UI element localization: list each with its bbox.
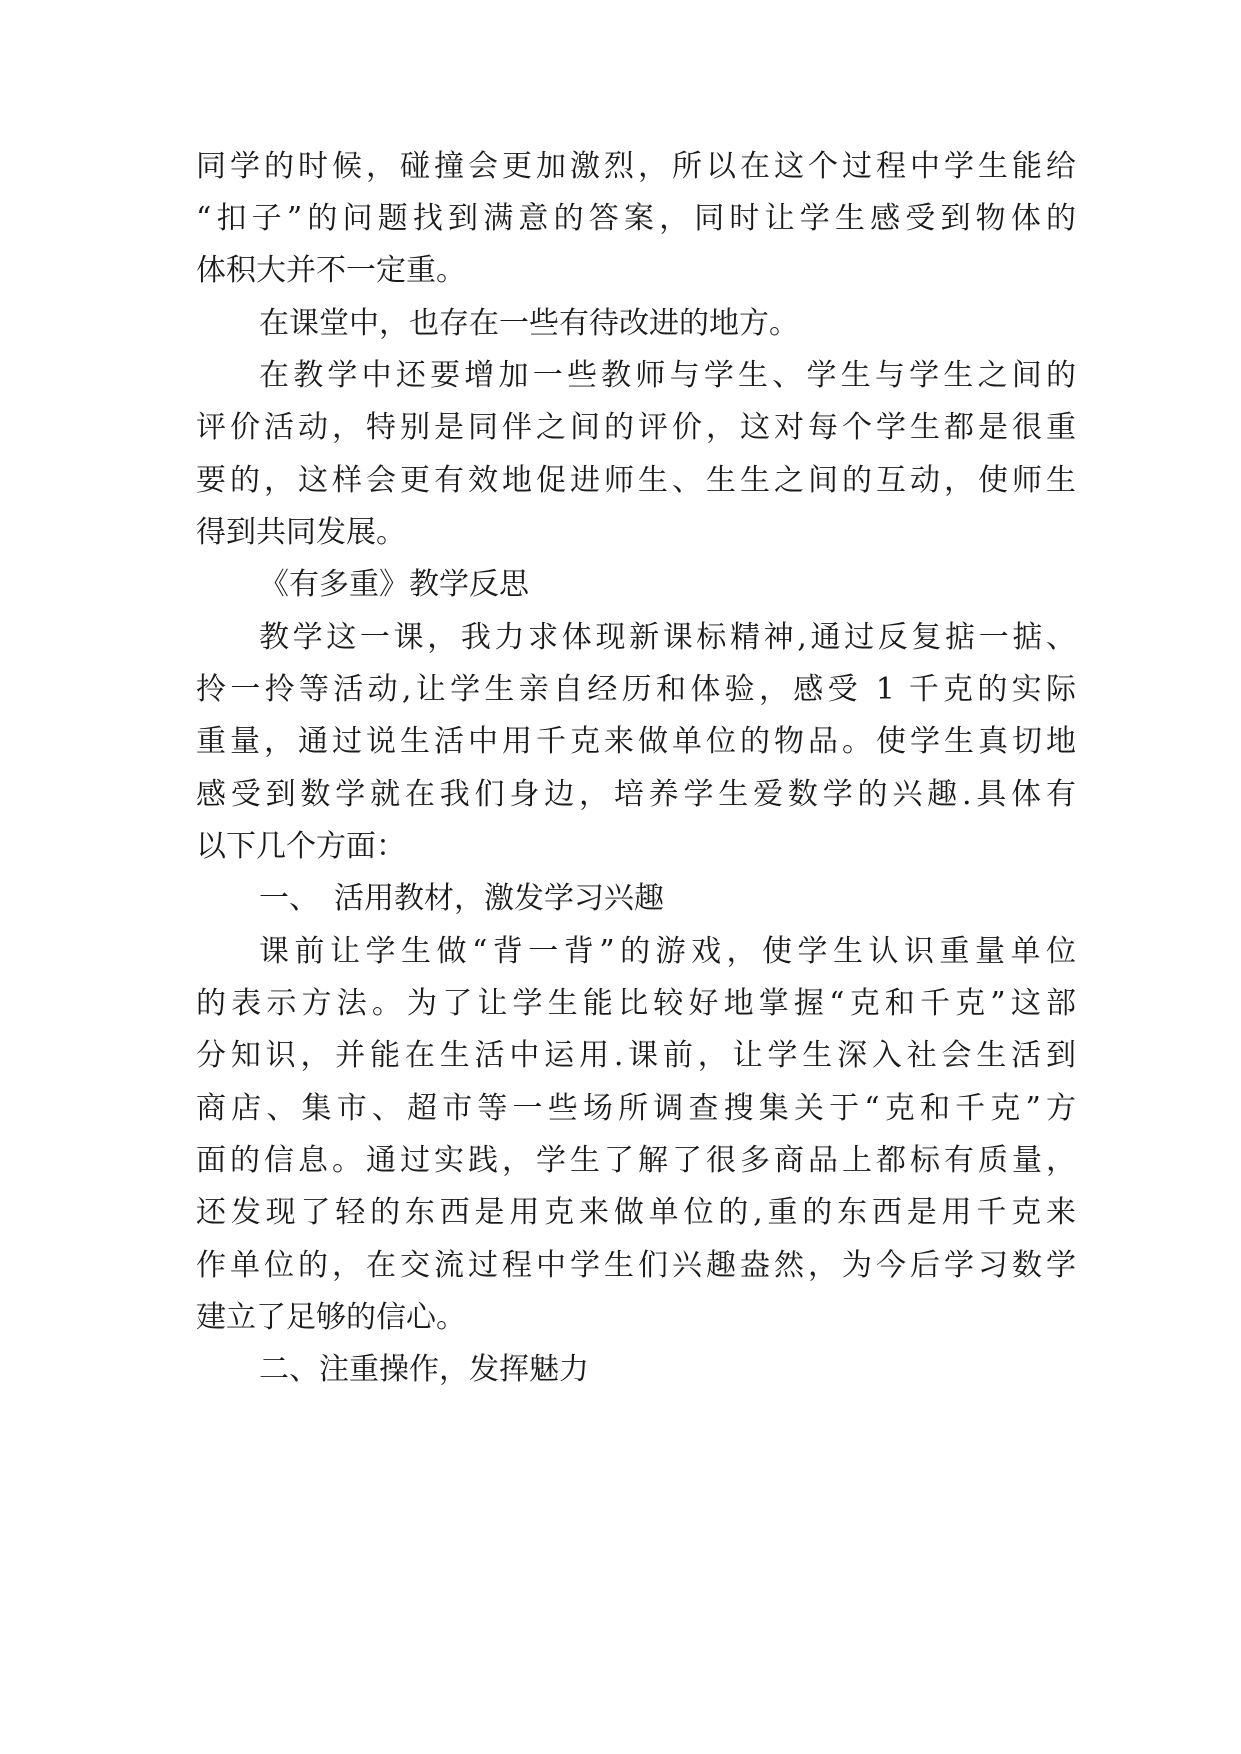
text-line: 建立了足够的信心。: [196, 1300, 466, 1335]
paragraph-line: 教学这一课，我力求体现新课标精神,通过反复掂一掂、: [259, 620, 1076, 655]
text-line: 感受到数学就在我们身边，培养学生爱数学的兴趣.具体有: [196, 777, 1076, 812]
text-line: 面的信息。通过实践，学生了解了很多商品上都标有质量，: [196, 1143, 1076, 1178]
text-line: 作单位的，在交流过程中学生们兴趣盎然，为今后学习数学: [196, 1248, 1076, 1283]
subsection-heading: 二、注重操作，发挥魅力: [259, 1352, 589, 1387]
text-line: 以下几个方面：: [196, 829, 406, 864]
text-line: 评价活动，特别是同伴之间的评价，这对每个学生都是很重: [196, 410, 1076, 445]
paragraph-line: 在课堂中，也存在一些有待改进的地方。: [259, 306, 799, 341]
text-line: 的表示方法。为了让学生能比较好地掌握“克和千克”这部: [196, 986, 1076, 1021]
text-line: 重量，通过说生活中用千克来做单位的物品。使学生真切地: [196, 724, 1076, 759]
section-title: 《有多重》教学反思: [259, 567, 529, 602]
subsection-heading: 一、 活用教材，激发学习兴趣: [259, 881, 664, 916]
paragraph-line: 在教学中还要增加一些教师与学生、学生与学生之间的: [259, 358, 1076, 393]
text-line: 还发现了轻的东西是用克来做单位的,重的东西是用千克来: [196, 1195, 1076, 1230]
paragraph-line: 课前让学生做“背一背”的游戏，使学生认识重量单位: [259, 934, 1076, 969]
text-line: “扣子”的问题找到满意的答案，同时让学生感受到物体的: [196, 201, 1076, 236]
text-line: 同学的时候，碰撞会更加激烈，所以在这个过程中学生能给: [196, 149, 1076, 184]
text-line: 体积大并不一定重。: [196, 253, 466, 288]
text-line: 要的，这样会更有效地促进师生、生生之间的互动，使师生: [196, 463, 1076, 498]
text-line: 商店、集市、超市等一些场所调查搜集关于“克和千克”方: [196, 1091, 1076, 1126]
text-line: 分知识，并能在生活中运用.课前，让学生深入社会生活到: [196, 1038, 1076, 1073]
text-line: 拎一拎等活动,让学生亲自经历和体验，感受 1 千克的实际: [196, 672, 1076, 707]
text-line: 得到共同发展。: [196, 515, 406, 550]
